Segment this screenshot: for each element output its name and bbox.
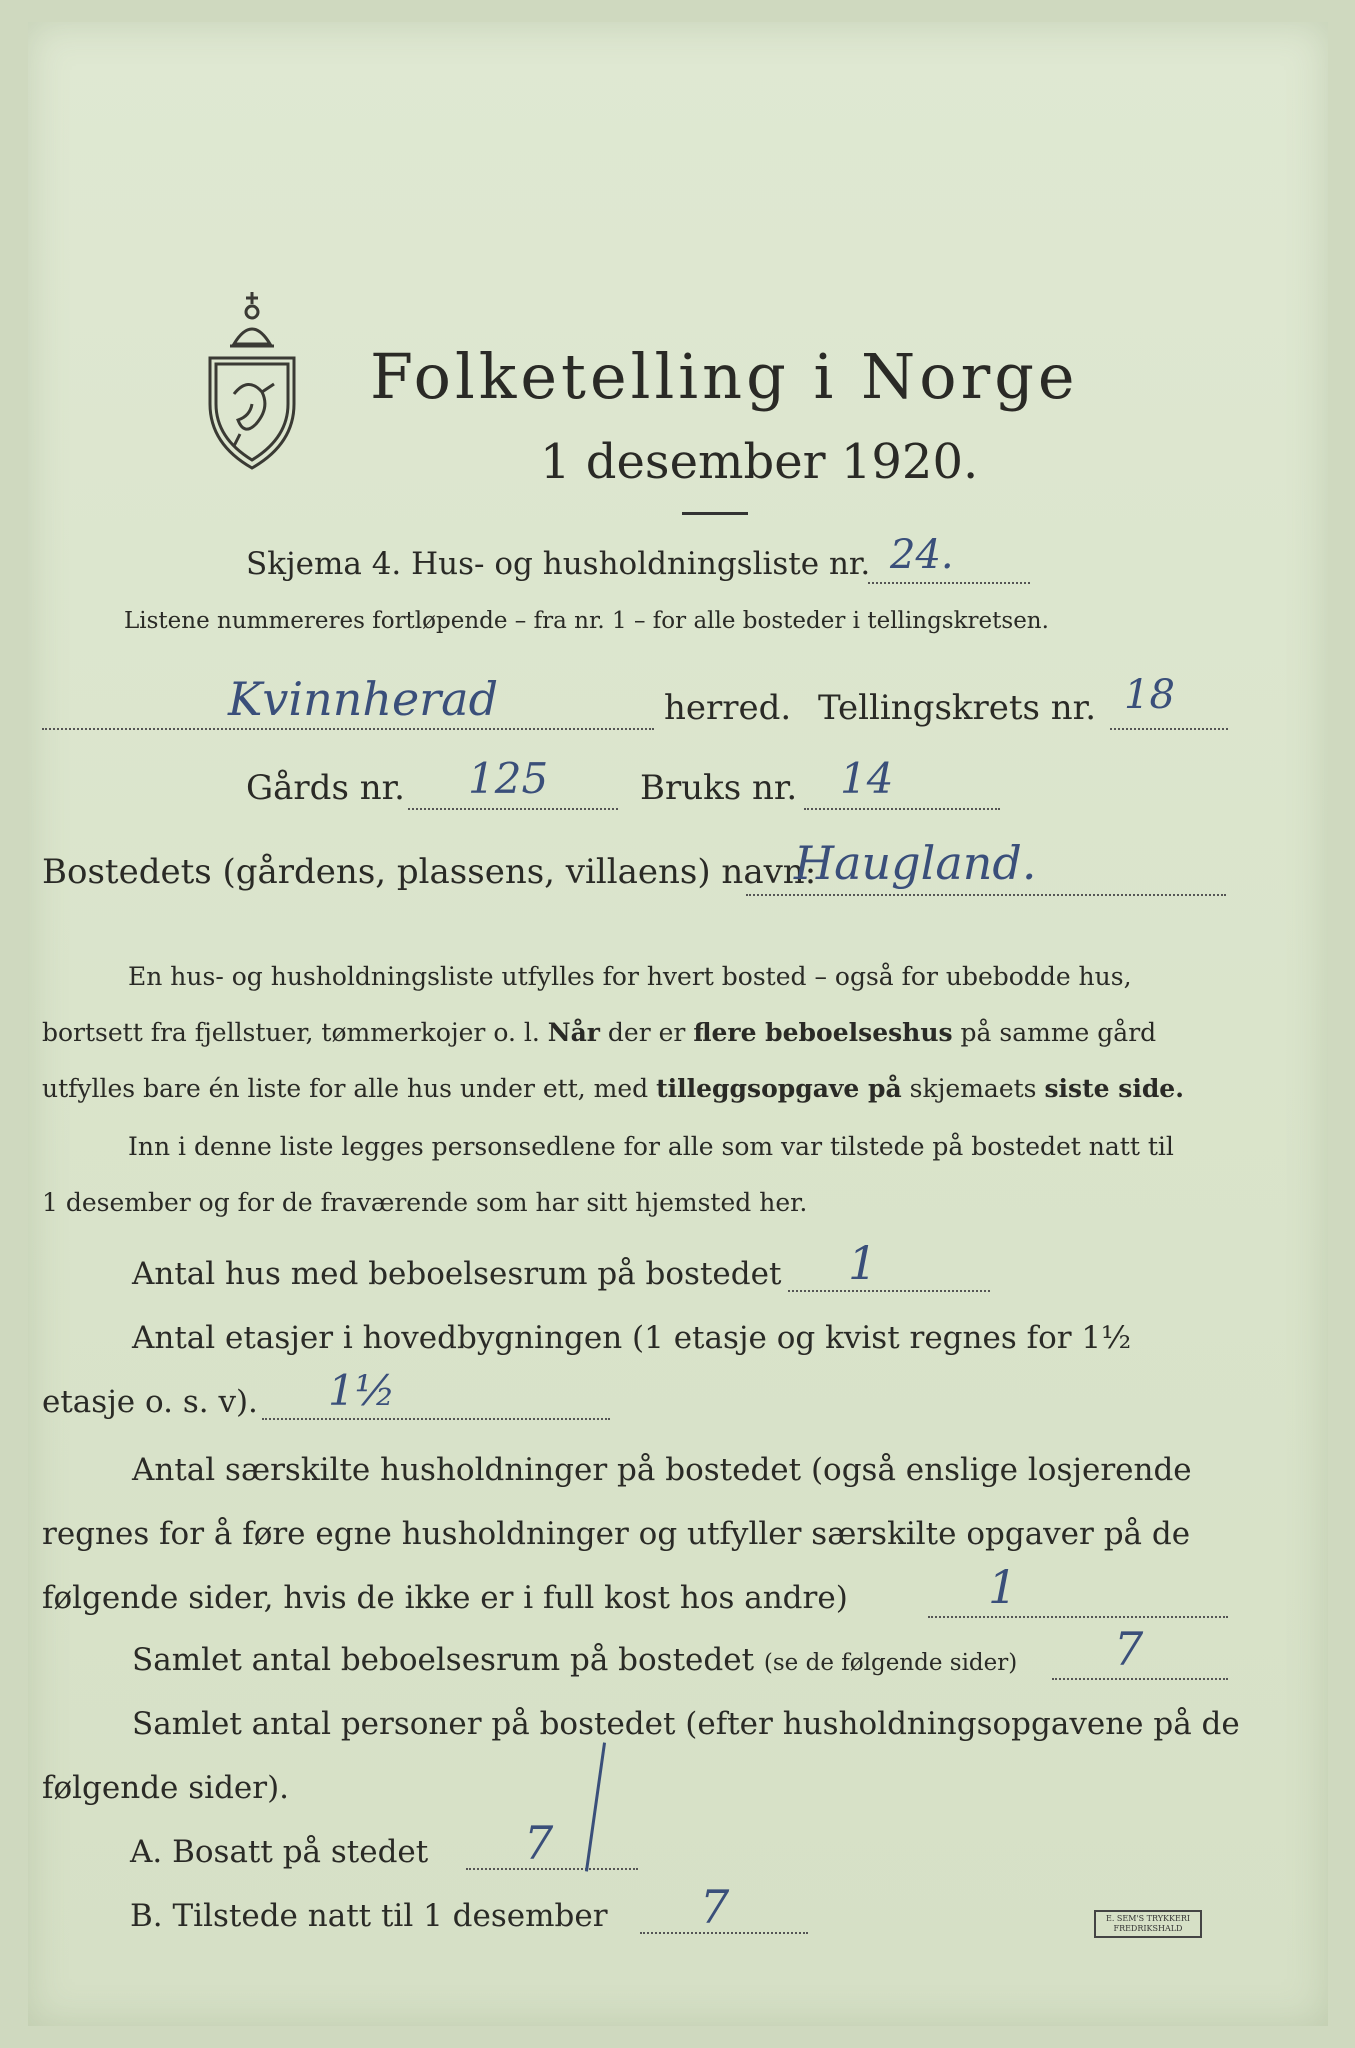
- herred-value: Kvinnherad: [228, 672, 499, 726]
- herred-line: [42, 728, 654, 730]
- instruction-bold: tilleggsopgave på: [656, 1074, 902, 1103]
- q4-fill-line: [1052, 1678, 1228, 1680]
- q2-fill-line: [262, 1418, 610, 1420]
- q2-line1: Antal etasjer i hovedbygningen (1 etasje og kvist regnes for 1½: [132, 1320, 1132, 1356]
- q3-value: 1: [988, 1560, 1018, 1614]
- krets-value: 18: [1124, 672, 1175, 718]
- instruction-p1-line2: [42, 1018, 1156, 1047]
- bruks-line: [804, 808, 1000, 810]
- qa-value: 7: [524, 1816, 554, 1870]
- bosted-value: Haugland.: [794, 836, 1037, 890]
- krets-label: Tellingskrets nr.: [818, 688, 1097, 728]
- tally-stroke: [585, 1742, 606, 1871]
- instruction-text: skjemaets: [901, 1074, 1045, 1103]
- q3-fill-line: [928, 1616, 1228, 1618]
- census-date: 1 desember 1920.: [540, 434, 979, 490]
- instruction-bold: Når: [547, 1018, 600, 1047]
- instruction-p1-line1: En hus- og husholdningsliste utfylles for hvert bosted – også for ubebodde hus,: [128, 962, 1132, 991]
- list-nr-line: [868, 582, 1030, 584]
- instruction-text: utfylles bare én liste for alle hus under ett, med: [42, 1074, 657, 1103]
- q1-label: Antal hus med beboelsesrum på bostedet: [132, 1256, 782, 1292]
- instruction-p1-line3: [42, 1074, 1184, 1103]
- title-divider: [682, 512, 748, 515]
- instruction-text: der er: [599, 1018, 694, 1047]
- herred-label: herred.: [664, 688, 792, 728]
- bruks-label: Bruks nr.: [640, 768, 798, 808]
- gards-label: Gårds nr.: [246, 768, 405, 808]
- coat-of-arms-icon: [204, 284, 300, 474]
- q3-line1: Antal særskilte husholdninger på bostedet (også enslige losjerende: [132, 1452, 1192, 1488]
- q3-line2: regnes for å føre egne husholdninger og utfyller særskilte opgaver på de: [42, 1516, 1191, 1552]
- q5-line2: følgende sider).: [42, 1770, 290, 1806]
- instruction-p2-line1: Inn i denne liste legges personsedlene for alle som var tilstede på bostedet natt til: [128, 1132, 1174, 1161]
- bosted-line: [746, 894, 1226, 896]
- q2-line2: etasje o. s. v).: [42, 1384, 258, 1420]
- q4-note: (se de følgende sider): [763, 1650, 1018, 1676]
- gards-line: [408, 808, 618, 810]
- instruction-bold: siste side.: [1044, 1074, 1184, 1103]
- list-nr-value: 24.: [890, 532, 954, 578]
- bosted-label: Bostedets (gårdens, plassens, villaens) navn:: [42, 852, 817, 892]
- qb-label: B. Tilstede natt til 1 desember: [130, 1898, 608, 1934]
- q4-value: 7: [1114, 1622, 1144, 1676]
- q2-value: 1½: [328, 1366, 396, 1415]
- bruks-value: 14: [840, 754, 894, 803]
- instruction-text: på samme gård: [952, 1018, 1157, 1047]
- instruction-bold: flere beboelseshus: [693, 1018, 953, 1047]
- form-title: Folketelling i Norge: [370, 340, 1079, 413]
- krets-line: [1110, 728, 1228, 730]
- schema-label: Skjema 4. Hus- og husholdningsliste nr.: [246, 546, 871, 582]
- q4-label: [132, 1642, 1017, 1678]
- qa-label: A. Bosatt på stedet: [130, 1834, 429, 1870]
- q1-value: 1: [848, 1236, 878, 1290]
- qb-value: 7: [700, 1880, 730, 1934]
- printer-stamp: E. SEM'S TRYKKERI FREDRIKSHALD: [1094, 1910, 1202, 1938]
- q3-line3: følgende sider, hvis de ikke er i full kost hos andre): [42, 1580, 848, 1616]
- q1-line: [788, 1290, 990, 1292]
- instruction-text: bortsett fra fjellstuer, tømmerkojer o. l.: [42, 1018, 548, 1047]
- q5-line1: Samlet antal personer på bostedet (efter husholdningsopgavene på de: [132, 1706, 1240, 1742]
- gards-value: 125: [468, 754, 549, 803]
- q4-label-text: Samlet antal beboelsesrum på bostedet: [132, 1642, 755, 1678]
- census-form-page: [28, 22, 1328, 2026]
- numbering-note: Listene nummereres fortløpende – fra nr. 1 – for alle bosteder i tellingskretsen.: [124, 608, 1049, 634]
- instruction-p2-line2: 1 desember og for de fraværende som har sitt hjemsted her.: [42, 1188, 808, 1217]
